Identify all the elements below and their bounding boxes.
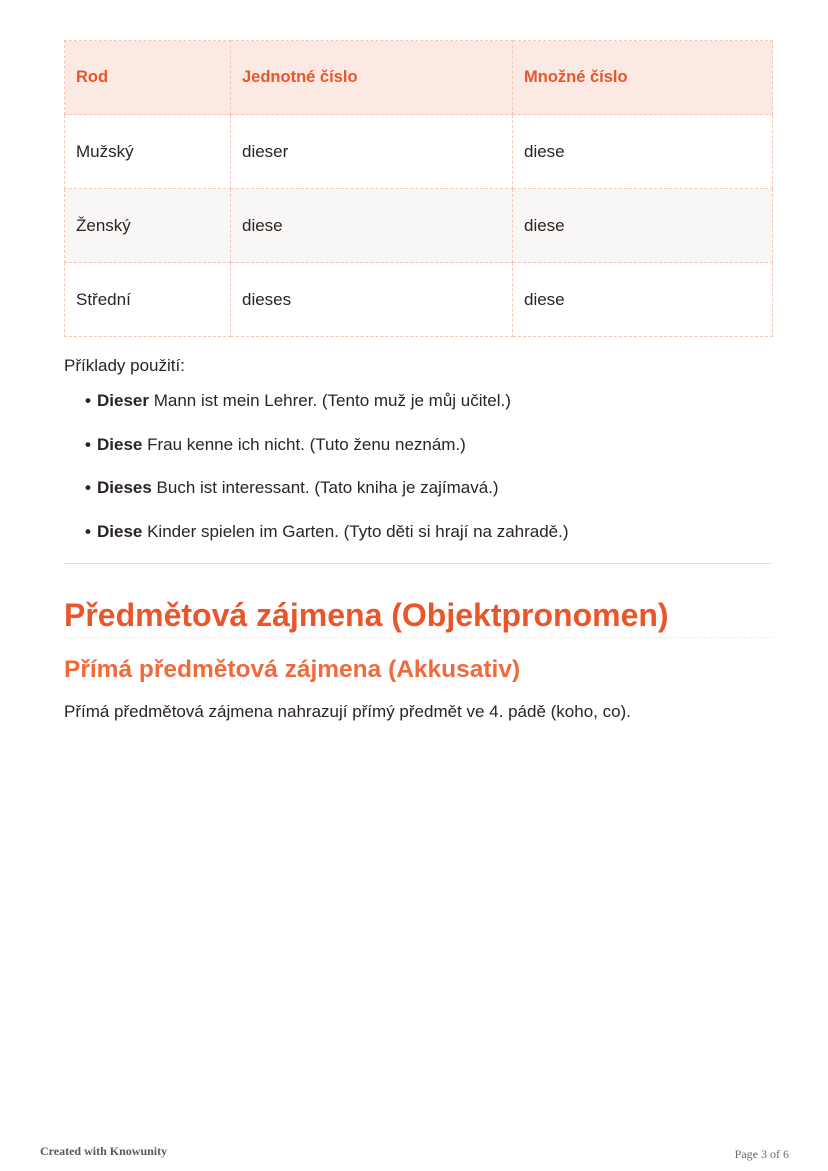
example-sentence: Mann ist mein Lehrer. (Tento muž je můj učitel.) — [148, 391, 511, 410]
examples-list — [64, 389, 772, 543]
list-item — [85, 476, 772, 499]
bullet-icon: • — [85, 478, 91, 497]
table-row — [65, 115, 773, 189]
section-title: Předmětová zájmena (Objektpronomen) — [64, 595, 772, 638]
example-keyword: Diese — [97, 434, 143, 454]
table-cell: dieser — [231, 115, 513, 189]
table-cell: Ženský — [65, 189, 231, 263]
list-item — [85, 389, 772, 412]
table-cell: diese — [513, 115, 773, 189]
example-keyword: Diese — [97, 521, 143, 541]
header-plural: Množné číslo — [513, 41, 773, 115]
list-item — [85, 520, 772, 543]
example-keyword: Dieser — [97, 391, 149, 410]
bullet-icon: • — [85, 521, 91, 541]
table-cell: diese — [513, 263, 773, 337]
example-keyword: Dieses — [97, 478, 152, 497]
page-number: Page 3 of 6 — [734, 1147, 789, 1161]
table-row — [65, 189, 773, 263]
table-header-row — [65, 41, 773, 115]
table-cell: dieses — [231, 263, 513, 337]
list-item — [85, 433, 772, 456]
subsection-title: Přímá předmětová zájmena (Akkusativ) — [64, 656, 521, 683]
header-gender: Rod — [65, 41, 231, 115]
table-cell: diese — [231, 189, 513, 263]
table-cell: Mužský — [65, 115, 231, 189]
bullet-icon: • — [85, 391, 91, 410]
examples-label: Příklady použití: — [64, 356, 185, 375]
body-paragraph: Přímá předmětová zájmena nahrazují přímý předmět ve 4. pádě (koho, co). — [64, 702, 631, 721]
section-divider — [64, 563, 772, 564]
example-sentence: Kinder spielen im Garten. (Tyto děti si hrají na zahradě.) — [142, 521, 569, 541]
table-cell: Střední — [65, 263, 231, 337]
example-sentence: Frau kenne ich nicht. (Tuto ženu neznám.) — [142, 434, 466, 454]
table-cell: diese — [513, 189, 773, 263]
bullet-icon: • — [85, 434, 91, 454]
footer-credit: Created with Knowunity — [40, 1144, 168, 1158]
declension-table — [64, 40, 773, 337]
header-singular: Jednotné číslo — [231, 41, 513, 115]
example-sentence: Buch ist interessant. (Tato kniha je zajímavá.) — [151, 478, 499, 497]
table-row — [65, 263, 773, 337]
page-content — [64, 40, 772, 723]
